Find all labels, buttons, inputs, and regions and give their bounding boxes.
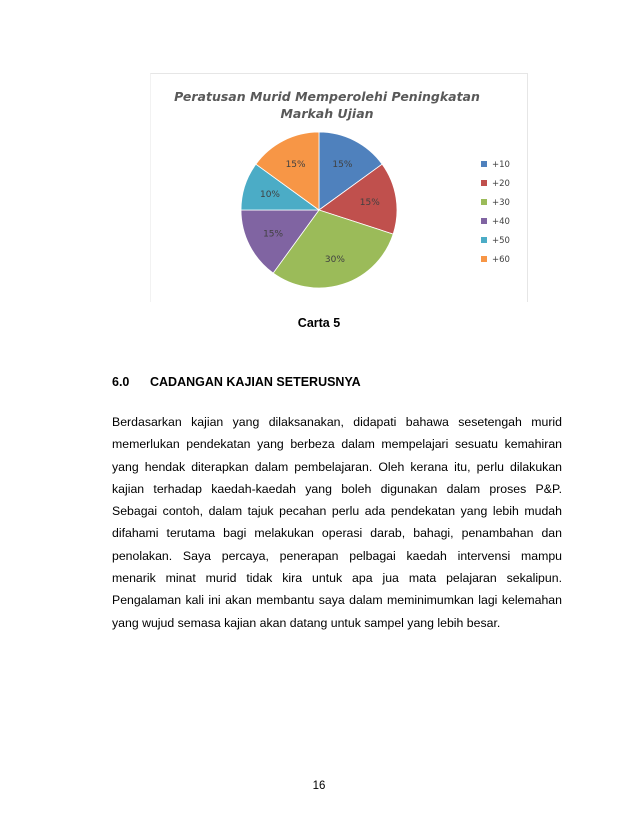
legend-label: +30 [492,198,510,208]
legend-swatch [481,256,487,262]
legend-swatch [481,218,487,224]
paragraph-line: Sebagai contoh, dalam tajuk pecahan perlu ada pendekatan yang lebih mudah [112,504,562,519]
paragraph-line: Pengalaman kali ini akan membantu saya dalam meminimumkan lagi kelemahan [112,593,562,608]
section-title: CADANGAN KAJIAN SETERUSNYA [150,375,361,389]
paragraph-line: difahami terutama bagi melakukan operasi darab, bahagi, penambahan dan [112,526,562,541]
legend-swatch [481,161,487,167]
pie-data-label: 30% [324,255,345,265]
legend-swatch [481,180,487,186]
paragraph-line: Berdasarkan kajian yang dilaksanakan, didapati bahawa sesetengah murid [112,415,562,429]
chart-title-line1: Peratusan Murid Memperolehi Peningkatan [174,89,480,104]
pie-data-label: 15% [263,229,284,240]
section-heading [112,375,361,389]
pie-data-label: 15% [285,160,306,171]
paragraph-line: penolakan. Saya percaya, penerapan pelbagai kaedah intervensi mampu [112,548,562,563]
paragraph-line: memerlukan pendekatan yang berbeza dalam mempelajari sesuatu kemahiran [112,437,562,452]
page-number: 16 [312,780,326,792]
legend-label: +50 [492,236,510,246]
pie-data-label: 10% [259,190,281,201]
legend-swatch [481,199,487,205]
chart-title-line2: Markah Ujian [280,106,374,121]
legend-label: +10 [492,160,510,170]
pie-chart [150,73,528,302]
legend-label: +60 [492,255,510,265]
paragraph-line: yang hendak diterapkan dalam pembelajaran. Oleh kerana itu, perlu dilakukan [112,459,562,474]
pie-data-label: 15% [359,197,380,208]
paragraph-line: kajian terhadap kaedah-kaedah yang boleh digunakan dalam proses P&P. [112,481,562,496]
paragraph-line: yang wujud semasa kajian akan datang untuk sampel yang lebih besar. [112,615,501,630]
legend-swatch [481,237,487,243]
paragraph-line: menarik minat murid tidak kira untuk apa jua mata pelajaran sekalipun. [112,571,562,586]
legend-label: +20 [492,179,510,189]
chart-caption: Carta 5 [297,316,341,330]
pie-data-label: 15% [332,160,353,171]
pie-chart-svg [151,74,527,302]
legend-label: +40 [492,217,510,227]
section-number: 6.0 [112,375,130,389]
body-paragraph [112,411,562,634]
